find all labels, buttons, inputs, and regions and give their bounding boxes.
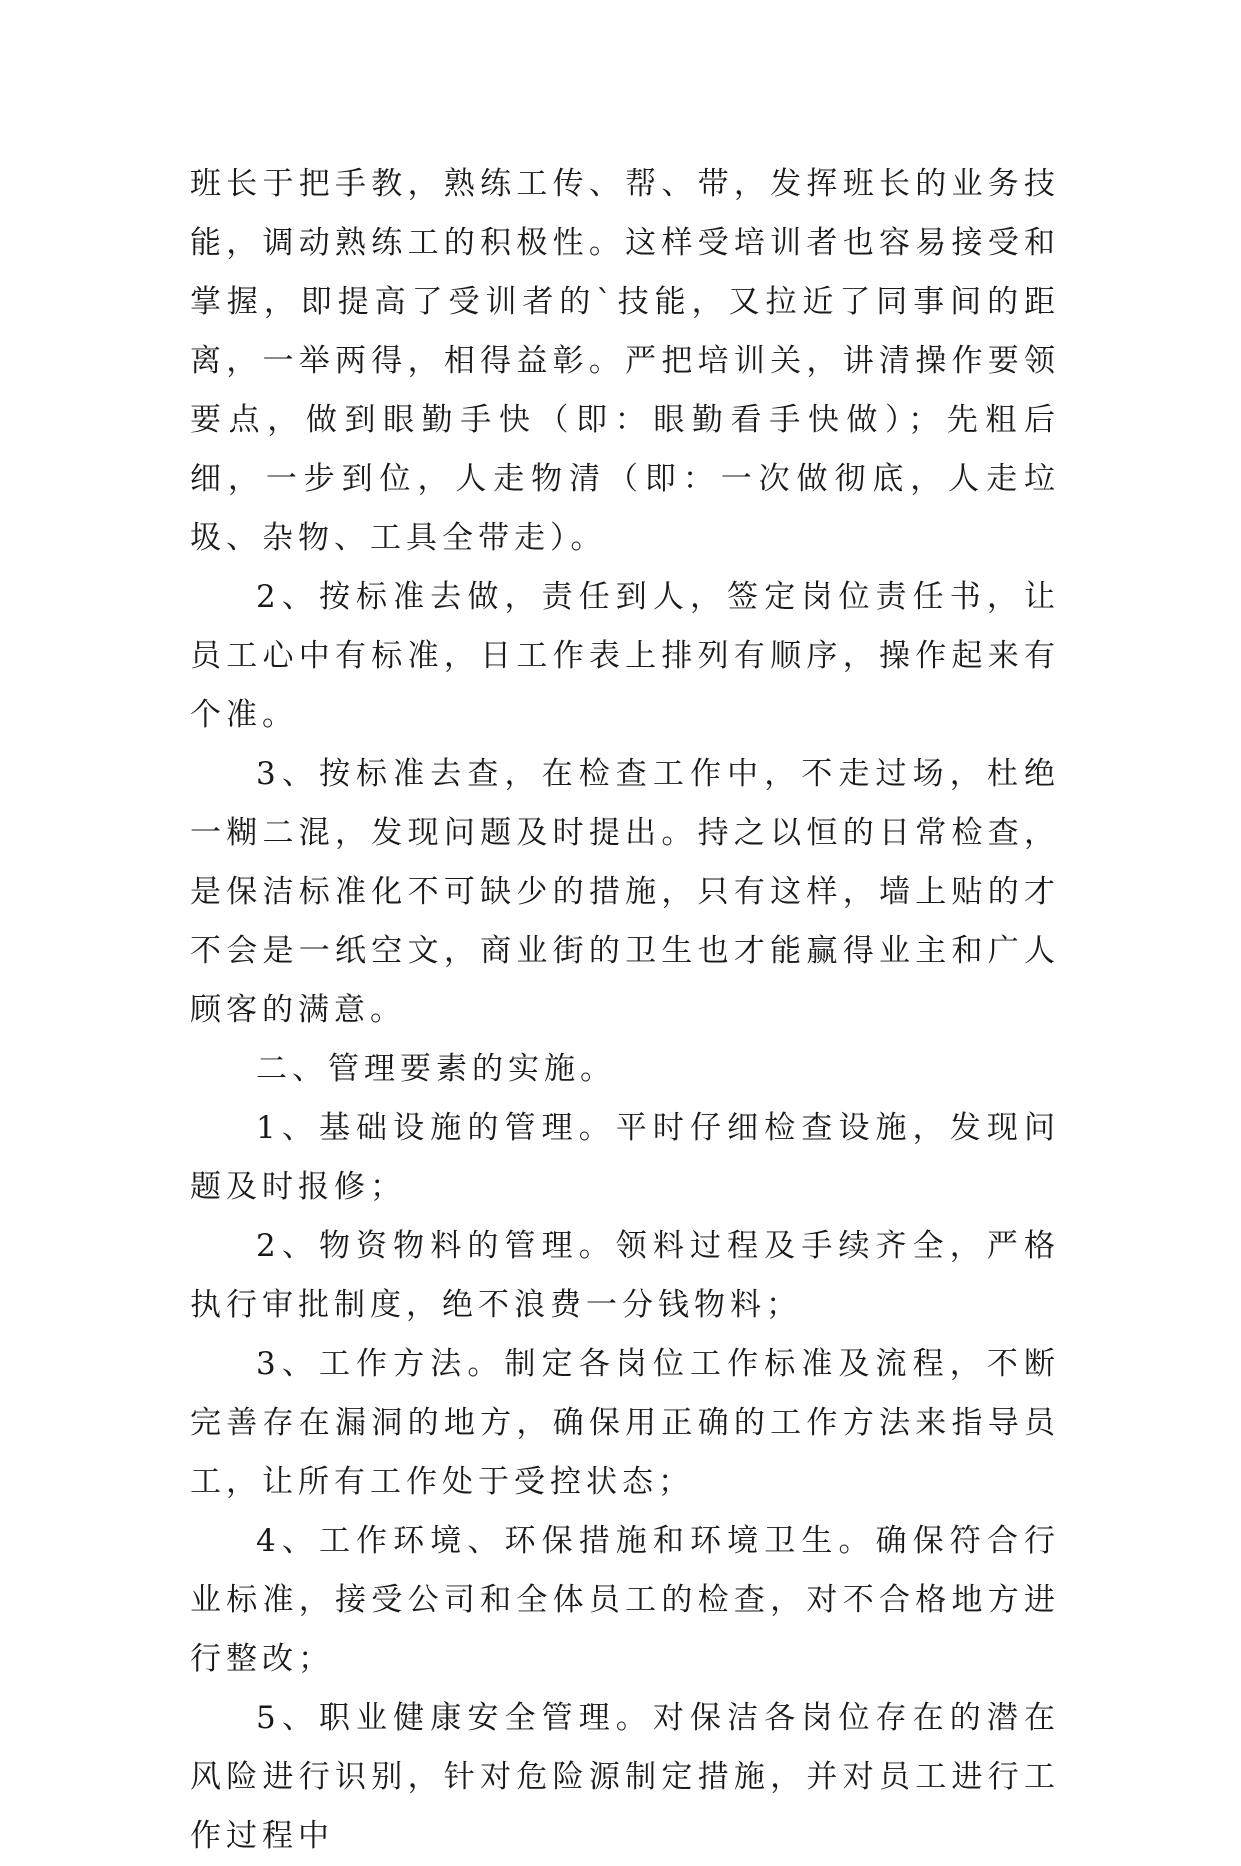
- paragraph-health-safety: 5、职业健康安全管理。对保洁各岗位存在的潜在风险进行识别，针对危险源制定措施，并对员工进行工作过程中: [190, 1700, 1060, 1854]
- paragraph-environment: 4、工作环境、环保措施和环境卫生。确保符合行业标准，接受公司和全体员工的检查，对不合格地方进行整改；: [190, 1523, 1060, 1677]
- section-heading-management: 二、管理要素的实施。: [256, 1051, 616, 1087]
- paragraph-standard-check: 3、按标准去查，在检查工作中，不走过场，杜绝一糊二混，发现问题及时提出。持之以恒的日常检查，是保洁标准化不可缺少的措施，只有这样，墙上贴的才不会是一纸空文，商业街的卫生也才能赢得业主和广人顾客的满意。: [190, 756, 1060, 1028]
- paragraph-training: 班长于把手教，熟练工传、帮、带，发挥班长的业务技能，调动熟练工的积极性。这样受培训者也容易接受和掌握，即提高了受训者的`技能，又拉近了同事间的距离，一举两得，相得益彰。严把培训关，讲清操作要领要点，做到眼勤手快（即：眼勤看手快做）；先粗后细，一步到位，人走物清（即：一次做彻底，人走垃圾、杂物、工具全带走）。: [190, 166, 1060, 556]
- paragraph-standard-do: 2、按标准去做，责任到人，签定岗位责任书，让员工心中有标准，日工作表上排列有顺序，操作起来有个准。: [190, 579, 1060, 733]
- document-body: [190, 155, 1060, 1866]
- paragraph-materials: 2、物资物料的管理。领料过程及手续齐全，严格执行审批制度，绝不浪费一分钱物料；: [190, 1228, 1060, 1323]
- paragraph-work-methods: 3、工作方法。制定各岗位工作标准及流程，不断完善存在漏洞的地方，确保用正确的工作方法来指导员工，让所有工作处于受控状态；: [190, 1346, 1060, 1500]
- paragraph-infrastructure: 1、基础设施的管理。平时仔细检查设施，发现问题及时报修；: [190, 1110, 1060, 1205]
